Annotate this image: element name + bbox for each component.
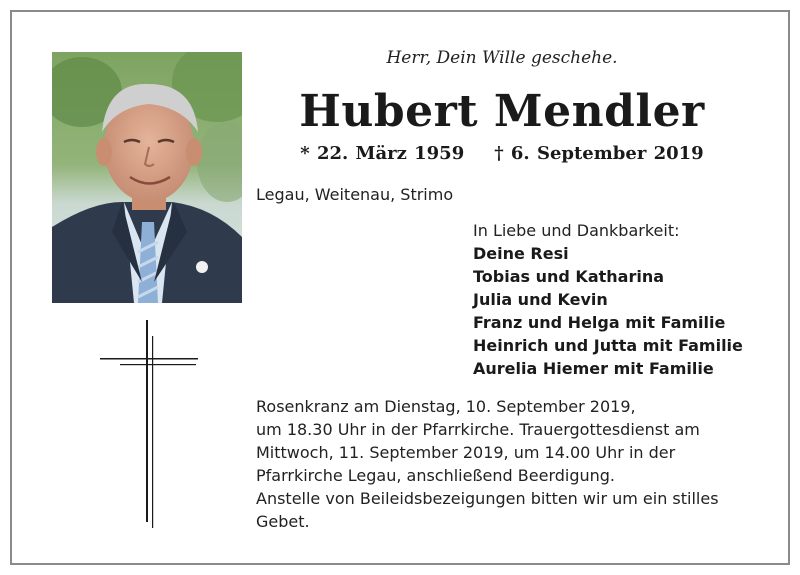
service-line: Mittwoch, 11. September 2019, um 14.00 Uhr in der [256, 443, 676, 462]
mourner: Julia und Kevin [473, 290, 608, 309]
service-line: Anstelle von Beileidsbezeigungen bitten wir um ein stilles [256, 489, 719, 508]
service-info [256, 395, 766, 533]
deceased-name: Hubert Mendler [299, 86, 705, 137]
service-line: um 18.30 Uhr in der Pfarrkirche. Trauergottesdienst am [256, 420, 700, 439]
life-dates [252, 143, 752, 164]
portrait-photo [52, 52, 242, 303]
mourner: Deine Resi [473, 244, 569, 263]
hometown: Legau, Weitenau, Strimo [256, 185, 454, 204]
mourners-intro: In Liebe und Dankbarkeit: [473, 221, 680, 240]
cross-icon [100, 320, 200, 530]
mourner: Tobias und Katharina [473, 267, 665, 286]
service-line: Rosenkranz am Dienstag, 10. September 2019, [256, 397, 636, 416]
mourner: Franz und Helga mit Familie [473, 313, 726, 332]
death-date: † 6. September 2019 [494, 143, 704, 164]
service-line: Gebet. [256, 512, 310, 531]
motto: Herr, Dein Wille geschehe. [386, 48, 618, 68]
mourners-list [473, 219, 743, 380]
birth-date: * 22. März 1959 [300, 143, 465, 164]
service-line: Pfarrkirche Legau, anschließend Beerdigung. [256, 466, 616, 485]
mourner: Aurelia Hiemer mit Familie [473, 359, 714, 378]
mourner: Heinrich und Jutta mit Familie [473, 336, 743, 355]
obituary-frame [10, 10, 790, 565]
